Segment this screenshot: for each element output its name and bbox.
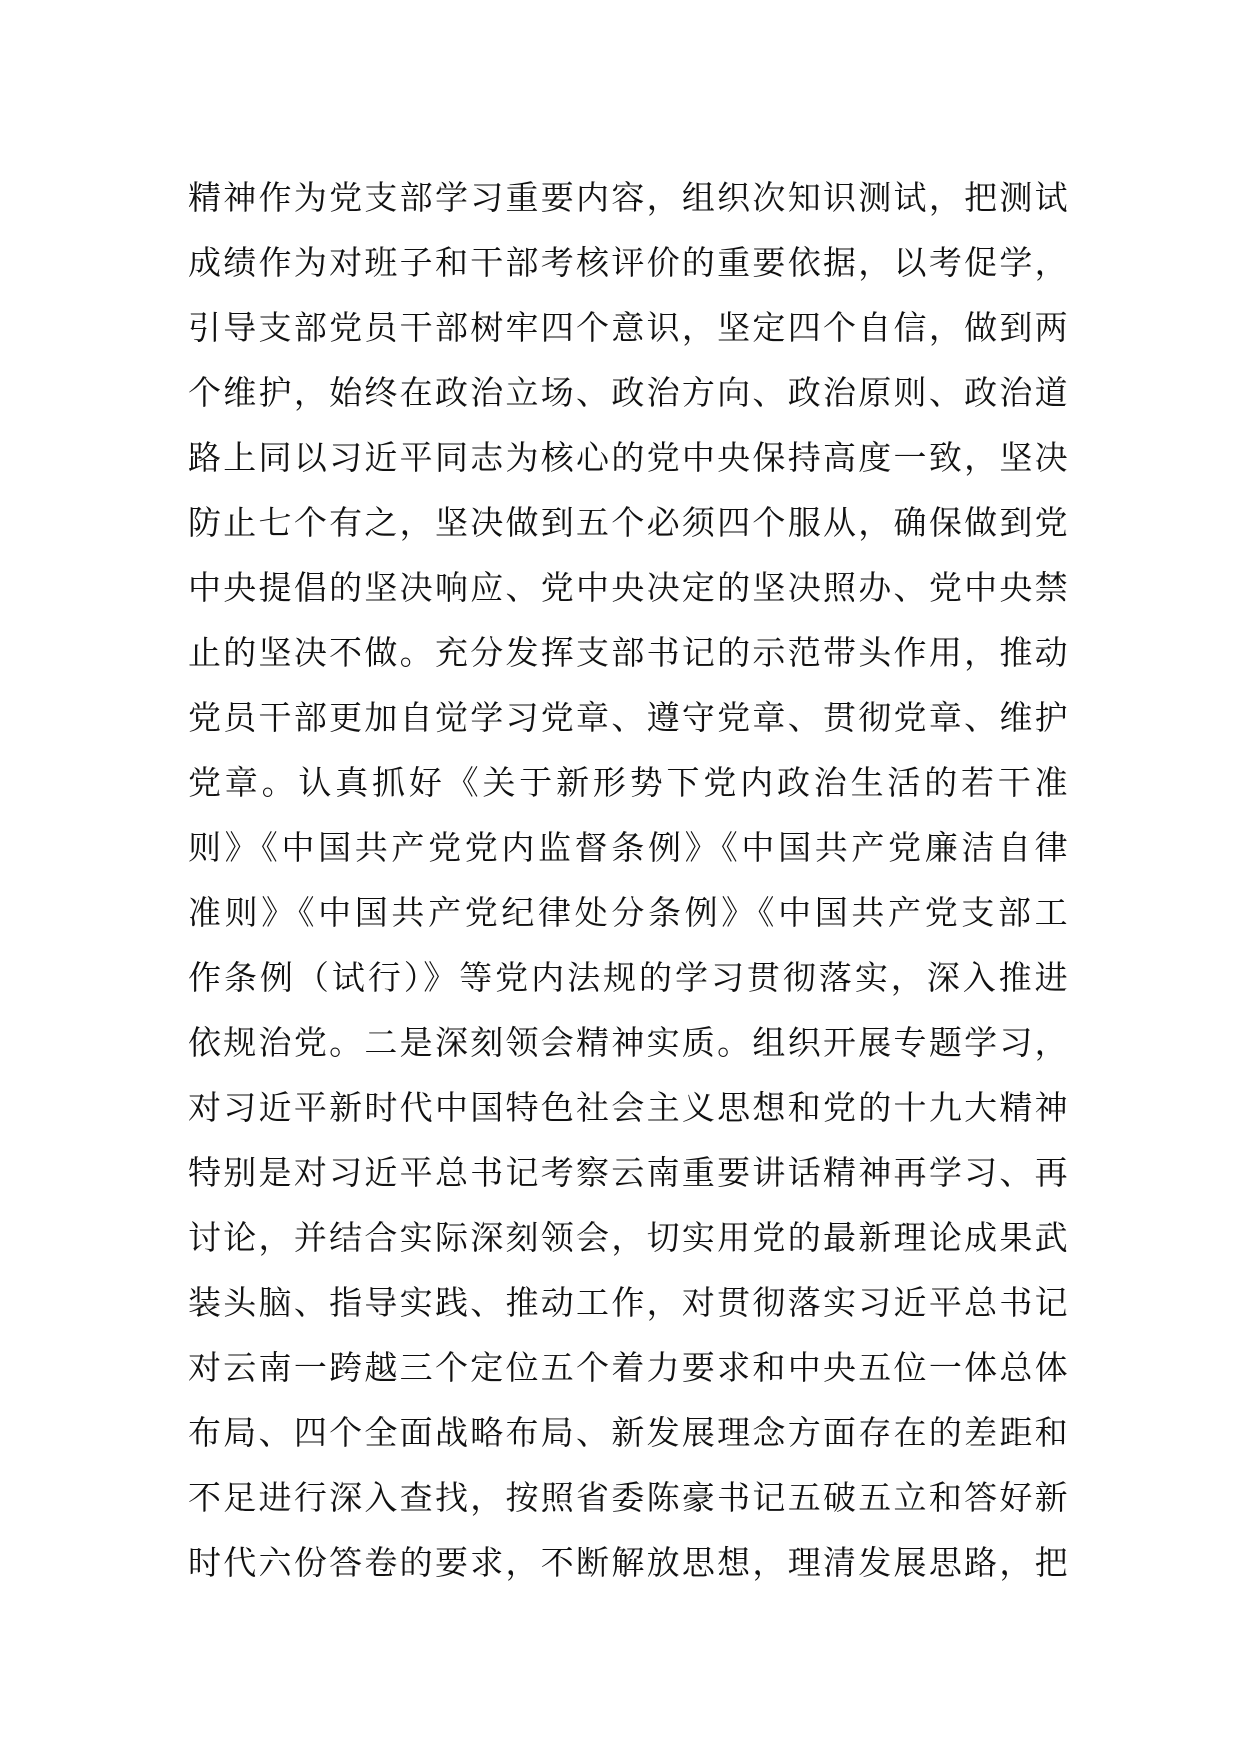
text-line: 成绩作为对班子和干部考核评价的重要依据，以考促学， xyxy=(188,243,1068,282)
text-line: 则》《中国共产党党内监督条例》《中国共产党廉洁自律 xyxy=(188,828,1068,867)
text-line: 准则》《中国共产党纪律处分条例》《中国共产党支部工 xyxy=(188,893,1068,932)
text-line: 对习近平新时代中国特色社会主义思想和党的十九大精神 xyxy=(188,1088,1068,1127)
text-line: 装头脑、指导实践、推动工作，对贯彻落实习近平总书记 xyxy=(188,1283,1068,1322)
text-line: 中央提倡的坚决响应、党中央决定的坚决照办、党中央禁 xyxy=(188,568,1068,607)
document-body xyxy=(188,165,1068,1595)
text-line: 路上同以习近平同志为核心的党中央保持高度一致，坚决 xyxy=(188,438,1068,477)
text-line: 时代六份答卷的要求，不断解放思想，理清发展思路，把 xyxy=(188,1543,1068,1582)
text-line: 不足进行深入查找，按照省委陈豪书记五破五立和答好新 xyxy=(188,1478,1068,1517)
text-line: 讨论，并结合实际深刻领会，切实用党的最新理论成果武 xyxy=(188,1218,1068,1257)
text-line: 作条例（试行）》等党内法规的学习贯彻落实，深入推进 xyxy=(188,958,1068,997)
text-line: 对云南一跨越三个定位五个着力要求和中央五位一体总体 xyxy=(188,1348,1068,1387)
text-line: 党员干部更加自觉学习党章、遵守党章、贯彻党章、维护 xyxy=(188,698,1068,737)
text-line: 止的坚决不做。充分发挥支部书记的示范带头作用，推动 xyxy=(188,633,1068,672)
text-line: 精神作为党支部学习重要内容，组织次知识测试，把测试 xyxy=(188,178,1068,217)
text-line: 特别是对习近平总书记考察云南重要讲话精神再学习、再 xyxy=(188,1153,1068,1192)
text-line: 防止七个有之，坚决做到五个必须四个服从，确保做到党 xyxy=(188,503,1068,542)
text-line: 个维护，始终在政治立场、政治方向、政治原则、政治道 xyxy=(188,373,1068,412)
text-line: 党章。认真抓好《关于新形势下党内政治生活的若干准 xyxy=(188,763,1068,802)
text-line: 引导支部党员干部树牢四个意识，坚定四个自信，做到两 xyxy=(188,308,1068,347)
text-line: 依规治党。二是深刻领会精神实质。组织开展专题学习， xyxy=(188,1023,1068,1062)
text-line: 布局、四个全面战略布局、新发展理念方面存在的差距和 xyxy=(188,1413,1068,1452)
